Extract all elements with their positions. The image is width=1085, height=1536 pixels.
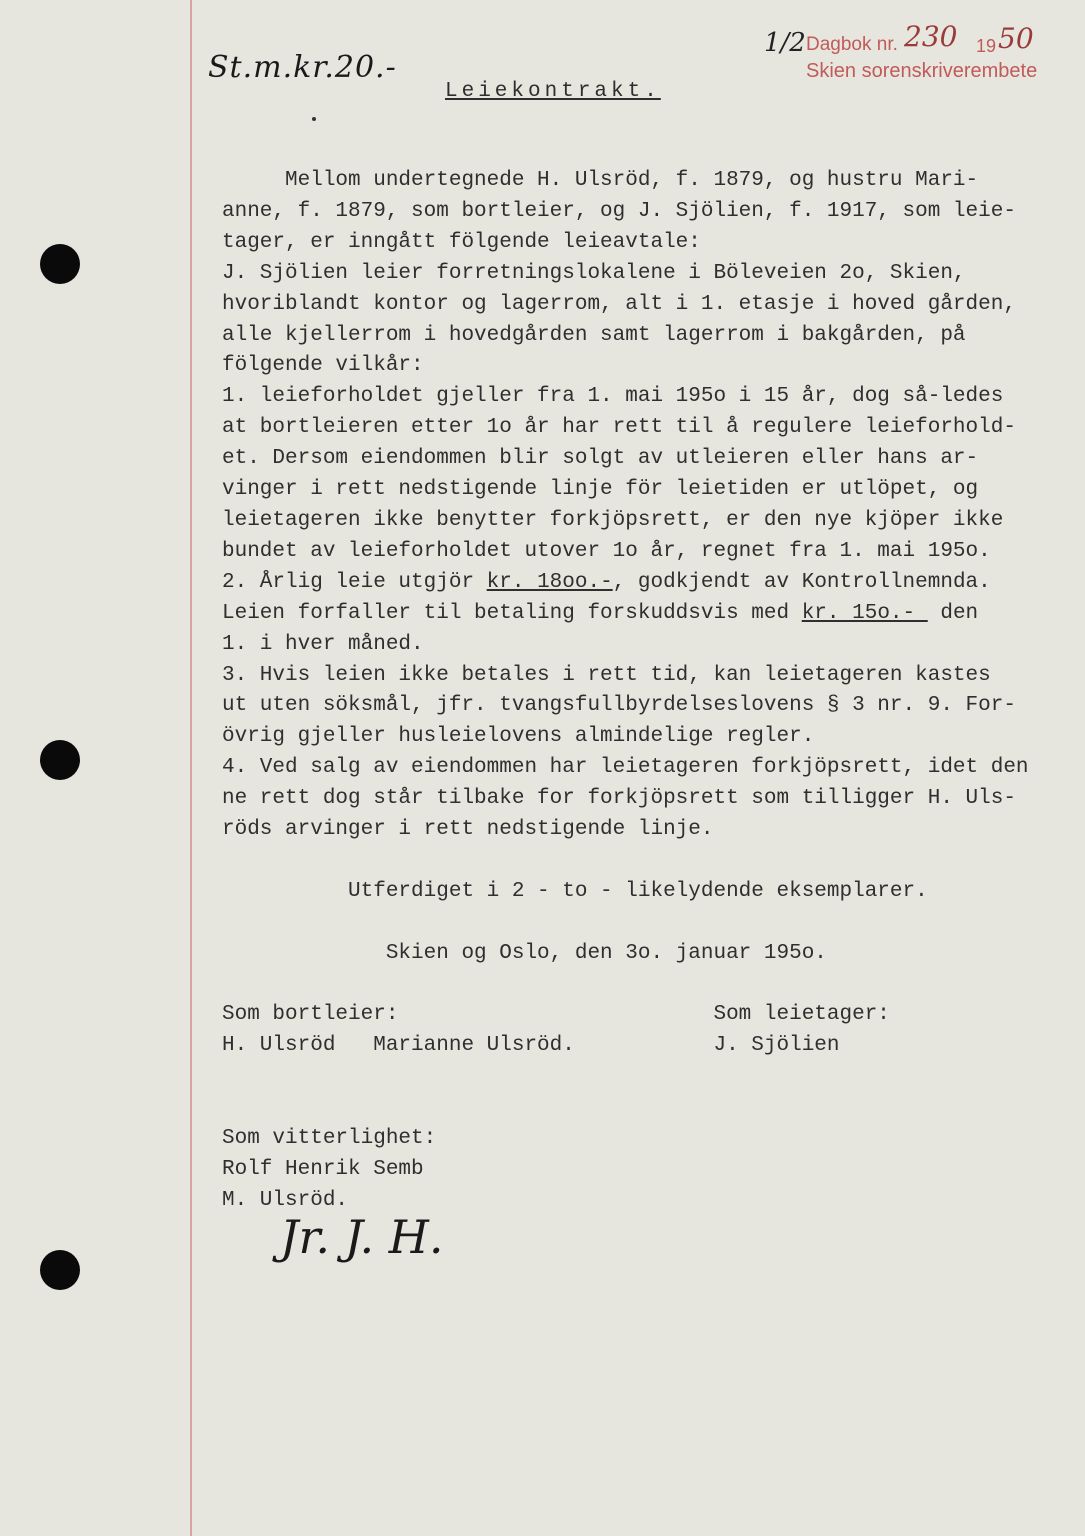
line: , godkjendt av Kontrollnemnda. bbox=[612, 570, 991, 594]
office-stamp: Skien sorenskriverembete bbox=[806, 60, 1038, 82]
handwritten-signature: Jr. J. H. bbox=[280, 1210, 444, 1264]
line: Mellom undertegnede H. Ulsröd, f. 1879, og hustru Mari- bbox=[222, 169, 979, 192]
line: ut uten söksmål, jfr. tvangsfullbyrdelseslovens § 3 nr. 9. For- bbox=[222, 694, 1016, 718]
line: et. Dersom eiendommen blir solgt av utleieren eller hans ar- bbox=[222, 447, 979, 471]
red-margin-line bbox=[190, 0, 192, 1536]
line: 1. leieforholdet gjeller fra 1. mai 195o i 15 år, dog så-ledes bbox=[222, 385, 1004, 409]
stamp-fee-note: St.m.kr.20.- bbox=[208, 50, 397, 85]
line: Som bortleier: Som leietager: bbox=[222, 1003, 890, 1027]
line: ne rett dog står tilbake for forkjöpsrett som tilligger H. Uls- bbox=[222, 787, 1016, 811]
line: tager, er inngått fölgende leieavtale: bbox=[222, 230, 701, 254]
year-suffix: 50 bbox=[998, 22, 1034, 55]
punch-hole-middle bbox=[40, 740, 80, 780]
line: alle kjellerrom i hovedgården samt lagerrom i bakgården, på bbox=[222, 323, 966, 347]
dagbok-number: 230 bbox=[904, 20, 958, 53]
line: 4. Ved salg av eiendommen har leietageren forkjöpsrett, idet den bbox=[222, 756, 1029, 780]
line: övrig gjeller husleielovens almindelige regler. bbox=[222, 725, 815, 749]
page-fraction: 1/2 bbox=[764, 28, 806, 58]
line: fölgende vilkår: bbox=[222, 354, 424, 378]
line: 3. Hvis leien ikke betales i rett tid, kan leietageren kastes bbox=[222, 663, 991, 687]
line: H. Ulsröd Marianne Ulsröd. J. Sjölien bbox=[222, 1034, 840, 1058]
dagbok-stamp bbox=[806, 20, 1034, 56]
line: bundet av leieforholdet utover 1o år, regnet fra 1. mai 195o. bbox=[222, 539, 991, 563]
punch-hole-bottom bbox=[40, 1250, 80, 1290]
line: 1. i hver måned. bbox=[222, 632, 424, 656]
line: Rolf Henrik Semb bbox=[222, 1158, 424, 1181]
line: M. Ulsröd. bbox=[222, 1188, 349, 1212]
annual-rent: kr. 18oo.- bbox=[486, 570, 613, 594]
document-title: Leiekontrakt. bbox=[445, 80, 661, 103]
line: 2. Årlig leie utgjör bbox=[222, 570, 487, 594]
line: at bortleieren etter 1o år har rett til å regulere leieforhold- bbox=[222, 416, 1016, 440]
line: hvoriblandt kontor og lagerrom, alt i 1. etasje i hoved gården, bbox=[222, 292, 1016, 316]
dagbok-label: Dagbok nr. bbox=[806, 34, 898, 55]
line: röds arvinger i rett nedstigende linje. bbox=[222, 818, 714, 842]
line: Leien forfaller til betaling forskuddsvis med bbox=[222, 601, 802, 625]
line: den bbox=[927, 601, 979, 625]
contract-body bbox=[222, 166, 1042, 1217]
ink-dot bbox=[312, 117, 316, 121]
line: Som vitterlighet: bbox=[222, 1127, 437, 1151]
line: leietageren ikke benytter forkjöpsrett, er den nye kjöper ikke bbox=[222, 508, 1004, 532]
line: J. Sjölien leier forretningslokalene i Böleveien 2o, Skien, bbox=[222, 261, 966, 285]
line: Skien og Oslo, den 3o. januar 195o. bbox=[222, 941, 827, 965]
line: anne, f. 1879, som bortleier, og J. Sjölien, f. 1917, som leie- bbox=[222, 199, 1016, 223]
punch-hole-top bbox=[40, 244, 80, 284]
line: vinger i rett nedstigende linje för leietiden er utlöpet, og bbox=[222, 478, 979, 502]
monthly-rent: kr. 15o.- bbox=[801, 601, 928, 625]
year-prefix: 19 bbox=[976, 36, 997, 56]
line: Utferdiget i 2 - to - likelydende eksemplarer. bbox=[222, 879, 928, 903]
